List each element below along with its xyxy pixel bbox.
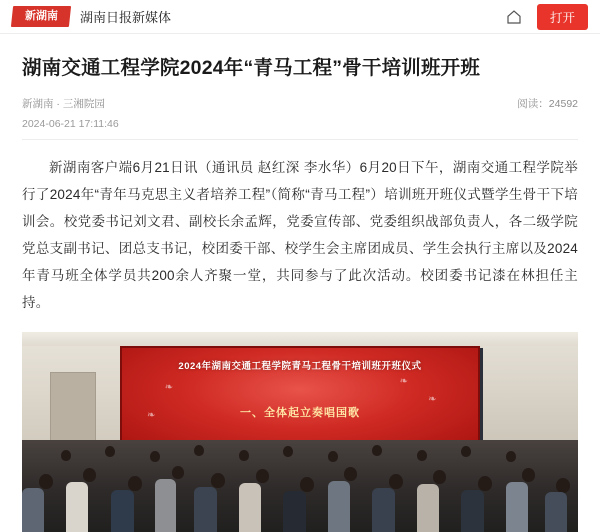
audience-head bbox=[344, 467, 357, 481]
audience-head bbox=[556, 478, 570, 493]
dove-icon: ❧ bbox=[428, 394, 437, 406]
top-bar-actions bbox=[505, 4, 588, 30]
page-title: 湖南交通工程学院2024年“青马工程”骨干培训班开班 bbox=[22, 57, 481, 79]
article-source: 新湖南 · 三湘院园 bbox=[22, 98, 105, 111]
audience-head bbox=[461, 446, 471, 457]
audience-head bbox=[194, 445, 204, 456]
event-photo bbox=[22, 332, 578, 532]
audience-body bbox=[328, 481, 350, 532]
audience-body bbox=[194, 487, 217, 532]
photo-screen-title: 2024年湖南交通工程学院青马工程骨干培训班开班仪式 bbox=[178, 361, 422, 373]
audience-head bbox=[478, 476, 492, 491]
dove-icon: ❧ bbox=[146, 410, 156, 422]
photo-audience bbox=[22, 440, 578, 532]
audience-body bbox=[545, 492, 567, 532]
article bbox=[0, 34, 600, 316]
logo-text: 新湖南 bbox=[24, 10, 58, 22]
audience-head bbox=[83, 468, 96, 482]
audience-head bbox=[283, 446, 293, 457]
audience-body bbox=[372, 488, 395, 532]
audience-head bbox=[105, 446, 115, 457]
audience-head bbox=[211, 473, 225, 488]
audience-body bbox=[283, 491, 306, 532]
audience-body bbox=[239, 483, 261, 532]
dove-icon: ❧ bbox=[399, 376, 408, 388]
audience-head bbox=[150, 451, 160, 462]
audience-head bbox=[506, 451, 516, 462]
photo-screen-subtitle: 一、全体起立奏唱国歌 bbox=[239, 407, 360, 420]
audience-head bbox=[328, 451, 338, 462]
meta-divider bbox=[22, 139, 578, 140]
audience-head bbox=[256, 469, 269, 483]
audience-head bbox=[239, 450, 249, 461]
audience-body bbox=[22, 488, 44, 532]
audience-head bbox=[417, 450, 427, 461]
audience-head bbox=[372, 445, 382, 456]
audience-head bbox=[433, 470, 446, 484]
audience-head bbox=[172, 466, 184, 479]
dove-icon: ❧ bbox=[164, 382, 174, 394]
read-count: 阅读：24592 bbox=[517, 98, 578, 111]
audience-body bbox=[461, 490, 484, 532]
top-bar bbox=[0, 0, 600, 34]
home-icon[interactable] bbox=[505, 8, 523, 26]
audience-body bbox=[417, 484, 439, 532]
audience-head bbox=[39, 474, 53, 489]
audience-head bbox=[389, 474, 403, 489]
logo-xinhunan[interactable] bbox=[11, 6, 71, 27]
article-timestamp: 2024-06-21 17:11:46 bbox=[22, 118, 119, 131]
audience-head bbox=[522, 468, 535, 482]
article-body: 新湖南客户端6月21日讯（通讯员 赵红深 李水华）6月20日下午，湖南交通工程学院举行了2024年“青年马克思主义者培养工程”（简称“青马工程”）培训班开班仪式暨学生骨干下培训会。校党委书记刘文君、副校长余孟辉，党委宣传部、党委组织战部负责人，各二级学院党总支副书记、团总支书记，校团委干部、校学生会主席团成员、学生会执行主席以及2024年青马班全体学员共200余人齐聚一堂，共同参与了此次活动。校团委书记漆在林担任主持。 bbox=[22, 160, 578, 311]
audience-body bbox=[66, 482, 88, 532]
audience-body bbox=[155, 479, 176, 532]
audience-body bbox=[111, 490, 134, 532]
brand-name: 湖南日报新媒体 bbox=[80, 10, 172, 25]
photo-led-screen bbox=[122, 348, 478, 452]
open-button[interactable]: 打开 bbox=[537, 4, 588, 30]
audience-head bbox=[128, 476, 142, 491]
audience-body bbox=[506, 482, 528, 532]
audience-head bbox=[61, 450, 71, 461]
audience-head bbox=[300, 477, 314, 492]
article-meta bbox=[22, 96, 578, 111]
article-image-container bbox=[0, 332, 600, 532]
